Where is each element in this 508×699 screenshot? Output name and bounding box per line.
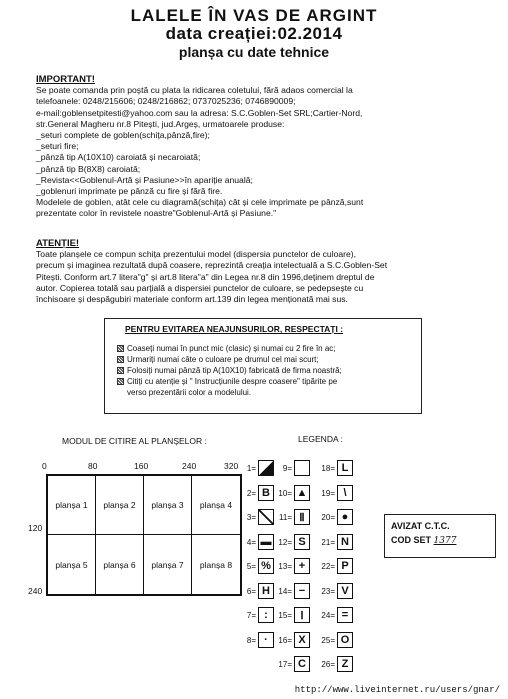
important-line: str.General Magheru nr.8 Pitești, jud.Argeș, urmatoarele produse:: [36, 118, 285, 129]
sheet-cell: planșa 6: [95, 534, 144, 595]
notice-item: Urmariți numai câte o culoare pe drumul cel mai scurt;: [117, 354, 421, 365]
sheet-cell: planșa 2: [95, 475, 144, 535]
stamp-code: 1377: [433, 536, 457, 546]
important-line: _goblenuri imprimate pe pânză cu fire și fără fire.: [36, 186, 223, 197]
stamp-line-1: AVIZAT C.T.C.: [391, 521, 450, 531]
title-line-3: planșa cu date tehnice: [178, 44, 330, 60]
legend-symbol: O: [337, 632, 353, 648]
sheet-cell: planșa 7: [143, 534, 192, 595]
legend-number: 14=: [278, 586, 292, 596]
important-section: [36, 74, 456, 220]
legend-symbol: [294, 460, 310, 476]
sheet-grid: [46, 474, 242, 596]
legend-symbol: \: [337, 485, 353, 501]
legend-symbol: C: [294, 656, 310, 672]
legend-number: 8=: [246, 635, 256, 645]
legend-number: 18=: [321, 464, 335, 473]
notice-item: verso prezentării color a modelului.: [127, 388, 252, 397]
reading-heading: MODUL DE CITIRE AL PLANȘELOR :: [62, 436, 207, 446]
sheet-cell: planșa 8: [191, 534, 241, 595]
legend-symbol: Ⅱ: [294, 509, 310, 525]
atentie-line: precum și imaginea rezultată după coasere, reprezintă creația intelectuală a S.C.Goblen-Set: [36, 260, 388, 271]
important-line: _pânză tip A(10X10) caroiată și necaroiată;: [36, 152, 201, 163]
legend-number: 13=: [278, 562, 292, 571]
notice-item: Citiți cu atenție și " Instrucțiunile despre coasere" tipărite pe: [117, 376, 421, 387]
checkbox-icon: [117, 378, 124, 385]
legend-number: 12=: [278, 537, 292, 547]
legend-number: 24=: [321, 611, 335, 620]
checkbox-icon: [117, 345, 124, 352]
legend-symbol: B: [258, 485, 274, 501]
legend-number: 5=: [246, 562, 256, 571]
atentie-section: [36, 238, 456, 305]
legend-number: 20=: [321, 513, 335, 522]
important-line: telefoanele: 0248/215606; 0248/216862; 0737025236; 0746890009;: [36, 96, 296, 107]
atentie-line: Pitești. Conform art.7 litera"g" și art.8 litera"a" din Legea nr.8 din 1996,deținem dreptul de: [36, 271, 375, 282]
atentie-line: autor. Copierea totală sau parțială a dispersiei punctelor de culoare, se pedepsește cu: [36, 282, 364, 293]
sheet-cell: planșa 1: [47, 475, 96, 535]
notice-box: [104, 318, 422, 414]
title-line-2: data creației:02.2014: [165, 24, 343, 43]
legend-symbol: X: [294, 632, 310, 648]
sheet-cell: planșa 3: [143, 475, 192, 535]
important-heading: IMPORTANT!: [36, 74, 95, 85]
y-tick: 120: [28, 523, 43, 533]
important-line: _seturi fire;: [36, 141, 79, 152]
legend-symbol: ▬: [258, 534, 274, 550]
important-line: _seturi complete de goblen(schița,pânză,fire);: [36, 130, 210, 141]
legend-heading: LEGENDA :: [298, 434, 343, 444]
x-tick: 320: [224, 461, 239, 471]
legend-number: 11=: [279, 513, 292, 522]
checkbox-icon: [117, 367, 124, 374]
y-tick: 240: [28, 586, 43, 596]
important-line: Se poate comanda prin poștă cu plata la ridicarea coletului, fără adaos comercial la: [36, 85, 353, 96]
legend-number: 17=: [278, 660, 292, 669]
legend-symbol: ▲: [294, 485, 310, 501]
legend-number: 21=: [321, 537, 335, 547]
atentie-line: Toate planșele ce compun schița prezentului model (dispersia punctelor de culoare),: [36, 249, 357, 260]
legend-number: 6=: [246, 586, 256, 596]
legend-number: 7=: [246, 611, 256, 620]
legend-symbol: L: [337, 460, 353, 476]
legend-symbol: V: [337, 583, 353, 599]
legend-number: 25=: [321, 635, 335, 645]
sheet-cell: planșa 4: [191, 475, 241, 535]
legend-symbol: P: [337, 558, 353, 574]
legend-symbol: :: [258, 607, 274, 623]
legend-symbol: +: [294, 558, 310, 574]
atentie-line: închisoare și despăgubiri materiale conform art.139 din legea menționată mai sus.: [36, 294, 348, 305]
legend-symbol: =: [337, 607, 353, 623]
legend-symbol: S: [294, 534, 310, 550]
x-tick: 0: [42, 461, 47, 471]
legend-number: 10=: [278, 488, 292, 498]
ctc-stamp: [384, 514, 496, 558]
checkbox-icon: [117, 356, 124, 363]
notice-heading: PENTRU EVITAREA NEAJUNSURILOR, RESPECTAȚI :: [125, 324, 344, 334]
legend-symbol: ●: [337, 509, 353, 525]
important-line: _pânză tip B(8X8) caroiată;: [36, 163, 141, 174]
sheet-cell: planșa 5: [47, 534, 96, 595]
legend-symbol: N: [337, 534, 353, 550]
legend-number: 23=: [321, 586, 335, 596]
atentie-heading: ATENȚIE!: [36, 238, 80, 249]
legend-symbol: −: [294, 583, 310, 599]
important-line: e-mail:goblensetpitesti@yahoo.com sau la adresa: S.C.Goblen-Set SRL;Cartier-Nord,: [36, 107, 363, 118]
legend-number: 19=: [321, 488, 335, 498]
x-tick: 160: [134, 461, 149, 471]
legend-number: 26=: [321, 660, 335, 669]
legend-number: 22=: [321, 562, 335, 571]
notice-item: Folosiți numai pânză tip A(10X10) fabricată de firma noastră;: [117, 365, 421, 376]
legend-number: 9=: [282, 464, 292, 473]
important-line: _Revista<<Goblenul-Artă și Pasiune>>în apariție anuală;: [36, 174, 253, 185]
notice-item: Coaseți numai în punct mic (clasic) și numai cu 2 fire în ac;: [117, 343, 421, 354]
legend-number: 15=: [278, 611, 292, 620]
important-line: prezentate color în revistele noastre"Goblenul-Artă și Pasiune.": [36, 208, 277, 219]
x-tick: 80: [88, 461, 98, 471]
legend-number: 16=: [278, 635, 292, 645]
legend-symbol: %: [258, 558, 274, 574]
stamp-line-2: COD SET 1377: [391, 535, 457, 546]
title-line-1: LALELE ÎN VAS DE ARGINT: [130, 6, 378, 25]
legend-symbol: H: [258, 583, 274, 599]
legend-number: 3=: [246, 513, 256, 522]
important-line: Modelele de goblen, atât cele cu diagramă(schița) cât și cele imprimate pe pânză,sunt: [36, 197, 364, 208]
legend-number: 2=: [246, 488, 256, 498]
legend-symbol: Z: [337, 656, 353, 672]
x-tick: 240: [182, 461, 197, 471]
legend-number: 1=: [246, 464, 256, 473]
legend-symbol: ·: [258, 632, 274, 648]
source-url: http://www.liveinternet.ru/users/gnar/: [294, 685, 500, 695]
legend-symbol: Ⅰ: [294, 607, 310, 623]
legend-number: 4=: [246, 537, 256, 547]
